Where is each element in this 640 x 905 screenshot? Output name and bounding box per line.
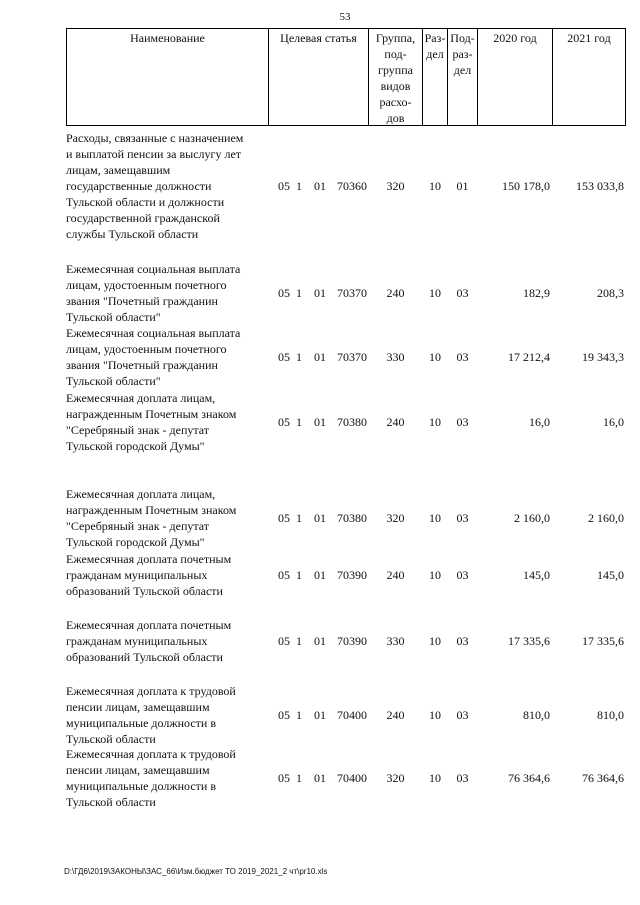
expense-group: 320 [386, 179, 405, 193]
code-program: 05 [278, 286, 290, 300]
expense-group: 330 [386, 350, 405, 364]
code-direction: 70400 [337, 708, 367, 722]
code-subprogram: 1 [296, 415, 302, 429]
code-direction: 70390 [337, 568, 367, 582]
row-name-line: "Серебряный знак - депутат [66, 423, 210, 437]
row-name-line: звания "Почетный гражданин [66, 294, 218, 308]
row-name-line: Ежемесячная доплата к трудовой [66, 684, 236, 698]
row-name [66, 130, 272, 242]
amount-2021: 2 160,0 [588, 511, 624, 525]
code-main-event: 01 [314, 708, 326, 722]
section-code: 10 [429, 634, 441, 648]
expense-group: 240 [386, 708, 405, 722]
row-name-line: лицам, удостоенным почетного [66, 342, 227, 356]
amount-2020: 76 364,6 [508, 771, 550, 785]
row-name-line: "Серебряный знак - депутат [66, 519, 210, 533]
header-group-line: группа [378, 63, 413, 77]
section-code: 10 [429, 568, 441, 582]
row-name-line: образований Тульской области [66, 584, 223, 598]
header-group-line: видов [380, 79, 411, 93]
row-name [66, 390, 272, 454]
code-main-event: 01 [314, 511, 326, 525]
row-name-line: лицам, замещавшим [66, 163, 171, 177]
amount-2020: 17 335,6 [508, 634, 550, 648]
code-direction: 70390 [337, 634, 367, 648]
code-subprogram: 1 [296, 634, 302, 648]
code-program: 05 [278, 350, 290, 364]
code-main-event: 01 [314, 350, 326, 364]
code-program: 05 [278, 415, 290, 429]
page-number: 53 [339, 11, 351, 23]
amount-2021: 19 343,3 [582, 350, 624, 364]
subsection-code: 03 [456, 771, 469, 785]
header-group [369, 30, 422, 126]
subsection-code: 03 [456, 634, 469, 648]
row-name-line: Тульской области [66, 795, 156, 809]
row-name-line: гражданам муниципальных [66, 634, 208, 648]
code-main-event: 01 [314, 286, 326, 300]
code-main-event: 01 [314, 771, 326, 785]
code-direction: 70400 [337, 771, 367, 785]
row-name [66, 486, 272, 550]
code-program: 05 [278, 511, 290, 525]
header-group-line: расхо- [379, 95, 412, 109]
header-top-border [66, 28, 626, 29]
code-program: 05 [278, 568, 290, 582]
subsection-code: 01 [456, 179, 469, 193]
row-name-line: муниципальные должности в [66, 716, 217, 730]
row-name-line: государственные должности [66, 179, 212, 193]
row-name [66, 683, 272, 747]
section-code: 10 [429, 415, 441, 429]
row-name-line: Тульской городской Думы" [66, 535, 205, 549]
amount-2020: 150 178,0 [502, 179, 550, 193]
code-direction: 70380 [337, 415, 367, 429]
code-direction: 70380 [337, 511, 367, 525]
header-target: Целевая статья [280, 31, 357, 45]
code-subprogram: 1 [296, 286, 302, 300]
section-code: 10 [429, 350, 441, 364]
subsection-code: 03 [456, 415, 469, 429]
header-section-line: дел [426, 47, 444, 61]
section-code: 10 [429, 511, 441, 525]
amount-2021: 153 033,8 [576, 179, 624, 193]
expense-group: 240 [386, 568, 405, 582]
subsection-code: 03 [456, 568, 469, 582]
subsection-code: 03 [456, 708, 469, 722]
header-section-line: Раз- [424, 31, 446, 45]
row-name-line: Тульской области [66, 732, 156, 746]
amount-2021: 145,0 [597, 568, 624, 582]
amount-2020: 17 212,4 [508, 350, 550, 364]
row-name [66, 617, 272, 665]
code-program: 05 [278, 708, 290, 722]
row-name-line: и выплатой пенсии за выслугу лет [66, 147, 242, 161]
row-name-line: Ежемесячная доплата лицам, [66, 391, 216, 405]
code-direction: 70370 [337, 350, 367, 364]
amount-2021: 810,0 [597, 708, 624, 722]
row-name-line: Ежемесячная доплата почетным [66, 552, 232, 566]
row-name-line: Ежемесячная доплата к трудовой [66, 747, 236, 761]
row-name [66, 325, 272, 389]
amount-2021: 76 364,6 [582, 771, 624, 785]
amount-2021: 17 335,6 [582, 634, 624, 648]
row-name-line: гражданам муниципальных [66, 568, 208, 582]
amount-2020: 182,9 [523, 286, 550, 300]
row-name-line: пенсии лицам, замещавшим [66, 700, 210, 714]
amount-2020: 145,0 [523, 568, 550, 582]
subsection-code: 03 [456, 511, 469, 525]
code-main-event: 01 [314, 179, 326, 193]
header-2020: 2020 год [493, 31, 537, 45]
amount-2020: 810,0 [523, 708, 550, 722]
code-program: 05 [278, 179, 290, 193]
header-group-line: под- [384, 47, 407, 61]
row-name-line: пенсии лицам, замещавшим [66, 763, 210, 777]
row-name-line: Ежемесячная доплата лицам, [66, 487, 216, 501]
row-name [66, 746, 272, 810]
row-name-line: звания "Почетный гражданин [66, 358, 218, 372]
code-program: 05 [278, 771, 290, 785]
amount-2020: 16,0 [529, 415, 550, 429]
code-subprogram: 1 [296, 179, 302, 193]
code-subprogram: 1 [296, 350, 302, 364]
header-subsection-line: Под- [450, 31, 475, 45]
header-subsection-line: раз- [452, 47, 473, 61]
section-code: 10 [429, 708, 441, 722]
row-name-line: лицам, удостоенным почетного [66, 278, 227, 292]
row-name-line: службы Тульской области [66, 227, 199, 241]
header-section [423, 30, 447, 62]
row-name-line: Тульской области" [66, 310, 161, 324]
code-direction: 70360 [337, 179, 367, 193]
amount-2020: 2 160,0 [514, 511, 550, 525]
header-subsection [448, 30, 477, 78]
header-divider [625, 28, 626, 126]
row-name-line: Тульской области" [66, 374, 161, 388]
row-name-line: награжденным Почетным знаком [66, 503, 237, 517]
code-subprogram: 1 [296, 568, 302, 582]
subsection-code: 03 [456, 350, 469, 364]
row-name-line: Тульской области и должности [66, 195, 225, 209]
row-name-line: награжденным Почетным знаком [66, 407, 237, 421]
row-name [66, 551, 272, 599]
code-main-event: 01 [314, 568, 326, 582]
row-name-line: Расходы, связанные с назначением [66, 131, 244, 145]
code-main-event: 01 [314, 415, 326, 429]
expense-group: 240 [386, 286, 405, 300]
header-group-line: дов [386, 111, 405, 125]
amount-2021: 208,3 [597, 286, 624, 300]
row-name-line: Ежемесячная социальная выплата [66, 326, 241, 340]
file-path-footer: D:\ГД6\2019\ЗАКОНЫ\ЗАС_66\Изм.бюджет ТО 2019_2021_2 чт\pr10.xls [64, 867, 328, 876]
code-subprogram: 1 [296, 771, 302, 785]
section-code: 10 [429, 179, 441, 193]
row-name-line: Ежемесячная социальная выплата [66, 262, 241, 276]
code-program: 05 [278, 634, 290, 648]
header-2021: 2021 год [567, 31, 611, 45]
expense-group: 240 [386, 415, 405, 429]
header-name: Наименование [130, 31, 205, 45]
row-name-line: образований Тульской области [66, 650, 223, 664]
code-main-event: 01 [314, 634, 326, 648]
row-name [66, 261, 272, 325]
subsection-code: 03 [456, 286, 469, 300]
section-code: 10 [429, 771, 441, 785]
header-group-line: Группа, [375, 31, 416, 45]
expense-group: 320 [386, 511, 405, 525]
row-name-line: Тульской городской Думы" [66, 439, 205, 453]
row-name-line: государственной гражданской [66, 211, 220, 225]
code-direction: 70370 [337, 286, 367, 300]
code-subprogram: 1 [296, 511, 302, 525]
header-bottom-border [66, 125, 626, 126]
expense-group: 320 [386, 771, 405, 785]
expense-group: 330 [386, 634, 405, 648]
code-subprogram: 1 [296, 708, 302, 722]
header-subsection-line: дел [453, 63, 472, 77]
row-name-line: Ежемесячная доплата почетным [66, 618, 232, 632]
section-code: 10 [429, 286, 441, 300]
row-name-line: муниципальные должности в [66, 779, 217, 793]
amount-2021: 16,0 [603, 415, 624, 429]
